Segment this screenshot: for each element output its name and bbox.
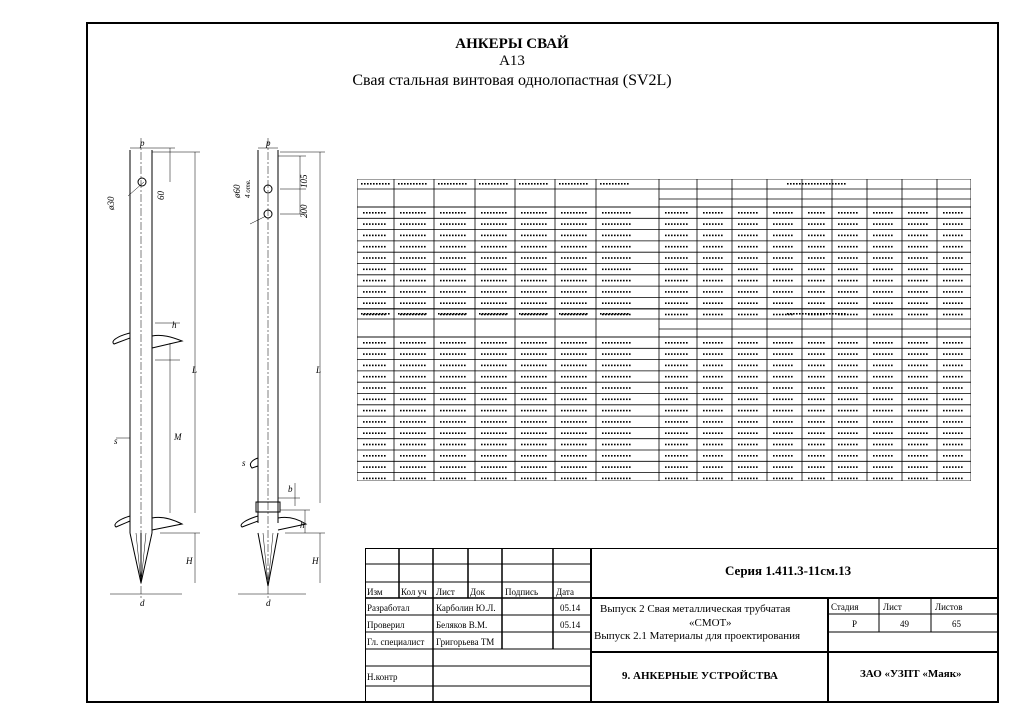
- date-checker: 05.14: [560, 620, 581, 630]
- role-developer: Разработал: [367, 603, 410, 613]
- sheet-label: Лист: [883, 602, 902, 612]
- left-dim-H: H: [186, 556, 193, 566]
- role-norm-control: Н.контр: [367, 672, 398, 682]
- stage-label: Стадия: [831, 602, 859, 612]
- left-dim-hole: ø30: [106, 196, 116, 210]
- header-dok: Док: [470, 587, 486, 597]
- name-developer: Карболин Ю.Л.: [436, 603, 496, 613]
- sheet-value: 49: [900, 619, 909, 629]
- stage-value: Р: [852, 619, 858, 629]
- left-dim-60: 60: [156, 191, 166, 200]
- left-pile: [110, 138, 200, 598]
- sheets-label: Листов: [935, 602, 963, 612]
- left-dim-d: d: [140, 598, 145, 608]
- spec-table: [357, 179, 971, 481]
- description-line3: Выпуск 2.1 Материалы для проектирования: [594, 630, 801, 642]
- right-dim-200: 200: [299, 204, 309, 218]
- series-label: Серия 1.411.3-11см.13: [725, 563, 852, 578]
- header-podpis: Подпись: [505, 587, 539, 597]
- date-developer: 05.14: [560, 603, 581, 613]
- description-line2: «СМОТ»: [689, 617, 732, 629]
- role-checker: Проверил: [367, 620, 405, 630]
- header-list: Лист: [436, 587, 455, 597]
- right-dim-holes-count: 4 отв.: [244, 179, 252, 198]
- right-dim-h: h: [300, 520, 305, 530]
- drawing-subtitle: Свая стальная винтовая однолопастная (SV2L): [352, 72, 672, 89]
- right-dim-H: H: [312, 556, 319, 566]
- description-line1: Выпуск 2 Свая металлическая трубчатая: [600, 603, 791, 615]
- role-chief: Гл. специалист: [367, 637, 425, 647]
- right-dim-d: d: [266, 598, 271, 608]
- right-dim-hole: ø60: [232, 184, 242, 198]
- right-dim-105: 105: [299, 174, 309, 188]
- pile-drawings: [100, 138, 340, 618]
- drawing-title: АНКЕРЫ СВАЙ: [455, 36, 569, 52]
- header-kol-uch: Кол уч: [401, 587, 427, 597]
- sheets-value: 65: [952, 619, 961, 629]
- header-izm: Изм: [367, 587, 383, 597]
- left-dim-L: L: [192, 365, 198, 375]
- left-dim-s: s: [114, 436, 118, 446]
- right-dim-L: L: [316, 365, 322, 375]
- left-dim-p: p: [140, 138, 145, 148]
- drawing-code: А13: [499, 53, 525, 69]
- left-dim-h: h: [172, 320, 177, 330]
- right-dim-p: p: [266, 138, 271, 148]
- name-chief: Григорьева ТМ: [436, 637, 495, 647]
- section-label: 9. АНКЕРНЫЕ УСТРОЙСТВА: [622, 670, 778, 682]
- header-data: Дата: [556, 587, 574, 597]
- right-pile: [238, 138, 325, 598]
- left-dim-M: M: [174, 432, 182, 442]
- name-checker: Беляков В.М.: [436, 620, 488, 630]
- right-dim-s: s: [242, 458, 246, 468]
- right-dim-b: b: [288, 484, 293, 494]
- company-label: ЗАО «УЗПТ «Маяк»: [860, 668, 962, 680]
